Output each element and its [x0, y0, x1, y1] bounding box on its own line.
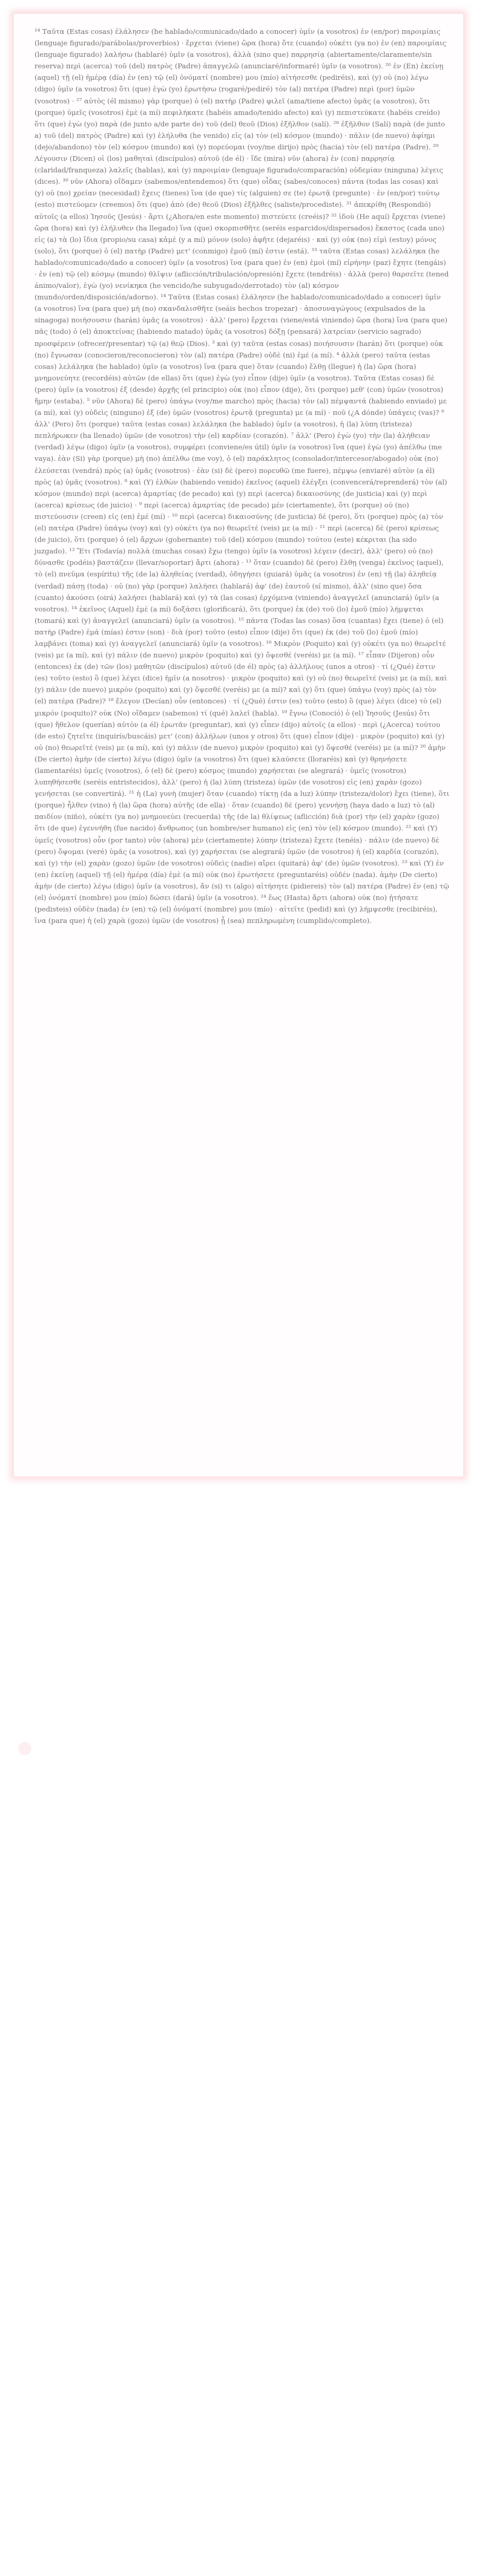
interlinear-passage: ¹⁴ Ταῦτα (Estas cosas) ἐλάλησεν (he hablado/comunicado/dado a conocer) ὑμῖν (a vosotros) ἐν (en/por) παροιμίαις (lenguaje figurado/parábolas/proverbios) · ἔρχεται (viene) ὥρα (hora) ὅτε (cuando) οὐκέτι (ya no) ἐν (en) παροιμίαις (lenguaje figurado) λαλήσω (hablaré) ὑμῖν (a vosotros), ἀλλὰ (sino que) παρρησίᾳ (abiertamente/claramente/sin reserva) περὶ (acerca) τοῦ (del) πατρὸς (Padre) ἀπαγγελῶ (anunciaré/informaré) ὑμῖν (a vosotros). ²⁶ ἐν (En) ἐκείνῃ (aquel) τῇ (el) ἡμέρᾳ (día) ἐν (en) τῷ (el) ὀνόματί (nombre) μου (mío) αἰτήσεσθε (pediréis), καὶ (y) οὐ (no) λέγω (digo) ὑμῖν (a vosotros) ὅτι (que) ἐγὼ (yo) ἐρωτήσω (rogaré/pediré) τὸν (al) πατέρα (Padre) περὶ (por) ὑμῶν (vosotros) · ²⁷ αὐτὸς (él mismo) γὰρ (porque) ὁ (el) πατὴρ (Padre) φιλεῖ (ama/tiene afecto) ὑμᾶς (a vosotros), ὅτι (porque) ὑμεῖς (vosotros) ἐμὲ (a mí) πεφιλήκατε (habéis amado/tenido afecto) καὶ (y) πεπιστεύκατε (habéis creído) ὅτι (que) ἐγὼ (yo) παρὰ (de junto a/de parte de) τοῦ (del) θεοῦ (Dios) ἐξῆλθον (salí). ²⁸ ἐξῆλθον (Salí) παρὰ (de junto a) τοῦ (del) πατρὸς (Padre) καὶ (y) ἐλήλυθα (he venido) εἰς (a) τὸν (el) κόσμον (mundo) · πάλιν (de nuevo) ἀφίημι (dejo/abandono) τὸν (el) κόσμον (mundo) καὶ (y) πορεύομαι (voy/me dirijo) πρὸς (hacia) τὸν (el) πατέρα (Padre). ²⁹ Λέγουσιν (Dicen) οἱ (los) μαθηταὶ (discípulos) αὐτοῦ (de él) · ἴδε (mira) νῦν (ahora) ἐν (con) παρρησίᾳ (claridad/franqueza) λαλεῖς (hablas), καὶ (y) παροιμίαν (lenguaje figurado/comparación) οὐδεμίαν (ninguna) λέγεις (dices). ³⁰ νῦν (Ahora) οἴδαμεν (sabemos/entendemos) ὅτι (que) οἶδας (sabes/conoces) πάντα (todas las cosas) καὶ (y) οὐ (no) χρείαν (necesidad) ἔχεις (tienes) ἵνα (de que) τίς (alguien) σε (te) ἐρωτᾷ (pregunte) · ἐν (en/por) τούτῳ (esto) πιστεύομεν (creemos) ὅτι (que) ἀπὸ (de) θεοῦ (Dios) ἐξῆλθες (saliste/procediste). ³¹ ἀπεκρίθη (Respondió) αὐτοῖς (a ellos) Ἰησοῦς (Jesús) · ἄρτι (¿Ahora/en este momento) πιστεύετε (creéis)? ³² ἰδοὺ (He aquí) ἔρχεται (viene) ὥρα (hora) καὶ (y) ἐλήλυθεν (ha llegado) ἵνα (que) σκορπισθῆτε (seréis esparcidos/dispersados) ἕκαστος (cada uno) εἰς (a) τὰ (lo) ἴδια (propio/su casa) κἀμὲ (y a mí) μόνον (solo) ἀφῆτε (dejaréis) · καὶ (y) οὐκ (no) εἰμὶ (estoy) μόνος (solo), ὅτι (porque) ὁ (el) πατὴρ (Padre) μετ' (conmigo) ἐμοῦ (mí) ἐστιν (está). ³³ ταῦτα (Estas cosas) λελάληκα (he hablado/comunicado/dado a conocer) ὑμῖν (a vosotros) ἵνα (para que) ἐν (en) ἐμοὶ (mí) εἰρήνην (paz) ἔχητε (tengáis) · ἐν (en) τῷ (el) κόσμῳ (mundo) θλῖψιν (aflicción/tribulación/opresión) ἔχετε (tendréis) · ἀλλὰ (pero) θαρσεῖτε (tened ánimo/valor), ἐγὼ (yo) νενίκηκα (he vencido/he subyugado/derrotado) τὸν (al) κόσμον (mundo/orden/disposición/adorno). ¹⁴ Ταῦτα (Estas cosas) ἐλάλησεν (he hablado/comunicado/dado a conocer) ὑμῖν (a vosotros) ἵνα (para que) μὴ (no) σκανδαλισθῆτε (seáis hechos tropezar) · ἀποσυναγώγους (expulsados de la sinagoga) ποιήσουσιν (harán) ὑμᾶς (a vosotros) · ἀλλ' (pero) ἔρχεται (viene/está viniendo) ὥρα (hora) ἵνα (para que) πᾶς (todo) ὁ (el) ἀποκτείνας (habiendo matado) ὑμᾶς (a vosotros) δόξῃ (pensará) λατρείαν (servicio sagrado) προσφέρειν (ofrecer/presentar) τῷ (a) θεῷ (Dios). ³ καὶ (y) ταῦτα (estas cosas) ποιήσουσιν (harán) ὅτι (porque) οὐκ (no) ἔγνωσαν (conocieron/reconocieron) τὸν (al) πατέρα (Padre) οὐδὲ (ni) ἐμέ (a mí). ⁴ ἀλλὰ (pero) ταῦτα (estas cosas) λελάληκα (he hablado) ὑμῖν (a vosotros) ἵνα (para que) ὅταν (cuando) ἔλθῃ (llegue) ἡ (la) ὥρα (hora) μνημονεύητε (recordéis) αὐτῶν (de ellas) ὅτι (que) ἐγὼ (yo) εἶπον (dije) ὑμῖν (a vosotros). Ταῦτα (Estas cosas) δὲ (pero) ὑμῖν (a vosotros) ἐξ (desde) ἀρχῆς (el principio) οὐκ (no) εἶπον (dije), ὅτι (porque) μεθ' (con) ὑμῶν (vosotros) ἤμην (estaba). ⁵ νῦν (Ahora) δὲ (pero) ὑπάγω (voy/me marcho) πρὸς (hacia) τὸν (al) πέμψαντά (habiendo enviado) με (a mí), καὶ (y) οὐδεὶς (ninguno) ἐξ (de) ὑμῶν (vosotros) ἐρωτᾷ (pregunta) με (a mí) · ποῦ (¿A dónde) ὑπάγεις (vas)? ⁶ ἀλλ' (Pero) ὅτι (porque) ταῦτα (estas cosas) λελάληκα (he hablado) ὑμῖν (a vosotros), ἡ (la) λύπη (tristeza) πεπλήρωκεν (ha llenado) ὑμῶν (de vosotros) τὴν (el) καρδίαν (corazón). ⁷ ἀλλ' (Pero) ἐγὼ (yo) τὴν (la) ἀλήθειαν (verdad) λέγω (digo) ὑμῖν (a vosotros), συμφέρει (conviene/es útil) ὑμῖν (a vosotros) ἵνα (que) ἐγὼ (yo) ἀπέλθω (me vaya). ἐὰν (Si) γὰρ (porque) μὴ (no) ἀπέλθω (me voy), ὁ (el) παράκλητος (consolador/intercesor/abogado) οὐκ (no) ἐλεύσεται (vendrá) πρὸς (a) ὑμᾶς (vosotros) · ἐὰν (si) δὲ (pero) πορευθῶ (me fuere), πέμψω (enviaré) αὐτὸν (a él) πρὸς (a) ὑμᾶς (vosotros). ⁸ καὶ (Y) ἐλθὼν (habiendo venido) ἐκεῖνος (aquel) ἐλέγξει (convencerá/reprenderá) τὸν (al) κόσμον (mundo) περὶ (acerca) ἁμαρτίας (de pecado) καὶ (y) περὶ (acerca) δικαιοσύνης (de justicia) καὶ (y) περὶ (acerca) κρίσεως (de juicio) · ⁹ περὶ (acerca) ἁμαρτίας (de pecado) μέν (ciertamente), ὅτι (porque) οὐ (no) πιστεύουσιν (creen) εἰς (en) ἐμέ (mí) · ¹⁰ περὶ (acerca) δικαιοσύνης (de justicia) δέ (pero), ὅτι (porque) πρὸς (a) τὸν (el) πατέρα (Padre) ὑπάγω (voy) καὶ (y) οὐκέτι (ya no) θεωρεῖτέ (veis) με (a mí) · ¹¹ περὶ (acerca) δὲ (pero) κρίσεως (de juicio), ὅτι (porque) ὁ (el) ἄρχων (gobernante) τοῦ (del) κόσμου (mundo) τούτου (este) κέκριται (ha sido juzgado). ¹² Ἔτι (Todavía) πολλὰ (muchas cosas) ἔχω (tengo) ὑμῖν (a vosotros) λέγειν (decir), ἀλλ' (pero) οὐ (no) δύνασθε (podéis) βαστάζειν (llevar/soportar) ἄρτι (ahora) · ¹³ ὅταν (cuando) δὲ (pero) ἔλθῃ (venga) ἐκεῖνος (aquel), τὸ (el) πνεῦμα (espíritu) τῆς (de la) ἀληθείας (verdad), ὁδηγήσει (guiará) ὑμᾶς (a vosotros) ἐν (en) τῇ (la) ἀληθείᾳ (verdad) πάσῃ (toda) · οὐ (no) γὰρ (porque) λαλήσει (hablará) ἀφ' (de) ἑαυτοῦ (sí mismo), ἀλλ' (sino que) ὅσα (cuanto) ἀκούσει (oirá) λαλήσει (hablará) καὶ (y) τὰ (las cosas) ἐρχόμενα (viniendo) ἀναγγελεῖ (anunciará) ὑμῖν (a vosotros). ¹⁴ ἐκεῖνος (Aquel) ἐμὲ (a mí) δοξάσει (glorificará), ὅτι (porque) ἐκ (de) τοῦ (lo) ἐμοῦ (mío) λήμψεται (tomará) καὶ (y) ἀναγγελεῖ (anunciará) ὑμῖν (a vosotros). ¹⁵ πάντα (Todas las cosas) ὅσα (cuantas) ἔχει (tiene) ὁ (el) πατὴρ (Padre) ἐμά (mías) ἐστιν (son) · διὰ (por) τοῦτο (esto) εἶπον (dije) ὅτι (que) ἐκ (de) τοῦ (lo) ἐμοῦ (mío) λαμβάνει (toma) καὶ (y) ἀναγγελεῖ (anunciará) ὑμῖν (a vosotros). ¹⁶ Μικρὸν (Poquito) καὶ (y) οὐκέτι (ya no) θεωρεῖτέ (veis) με (a mí), καὶ (y) πάλιν (de nuevo) μικρὸν (poquito) καὶ (y) ὄψεσθέ (veréis) με (a mí). ¹⁷ εἶπαν (Dijeron) οὖν (entonces) ἐκ (de) τῶν (los) μαθητῶν (discípulos) αὐτοῦ (de él) πρὸς (a) ἀλλήλους (unos a otros) · τί (¿Qué) ἐστιν (es) τοῦτο (esto) ὃ (que) λέγει (dice) ἡμῖν (a nosotros) · μικρὸν (poquito) καὶ (y) οὐ (no) θεωρεῖτέ (veis) με (a mí), καὶ (y) πάλιν (de nuevo) μικρὸν (poquito) καὶ (y) ὄψεσθέ (veréis) με (a mí)? καὶ (y) ὅτι (que) ὑπάγω (voy) πρὸς (a) τὸν (el) πατέρα (Padre)? ¹⁸ ἔλεγον (Decían) οὖν (entonces) · τί (¿Qué) ἐστιν (es) τοῦτο (esto) ὃ (que) λέγει (dice) τὸ (el) μικρόν (poquito)? οὐκ (No) οἴδαμεν (sabemos) τί (qué) λαλεῖ (habla). ¹⁹ ἔγνω (Conoció) ὁ (el) Ἰησοῦς (Jesús) ὅτι (que) ἤθελον (querían) αὐτὸν (a él) ἐρωτᾶν (preguntar), καὶ (y) εἶπεν (dijo) αὐτοῖς (a ellos) · περὶ (¿Acerca) τούτου (de esto) ζητεῖτε (inquirís/buscáis) μετ' (con) ἀλλήλων (unos y otros) ὅτι (que) εἶπον (dije) · μικρὸν (poquito) καὶ (y) οὐ (no) θεωρεῖτέ (veis) με (a mí), καὶ (y) πάλιν (de nuevo) μικρὸν (poquito) καὶ (y) ὄψεσθέ (veréis) με (a mí)? ²⁰ ἀμὴν (De cierto) ἀμὴν (de cierto) λέγω (digo) ὑμῖν (a vosotros) ὅτι (que) κλαύσετε (lloraréis) καὶ (y) θρηνήσετε (lamentaréis) ὑμεῖς (vosotros), ὁ (el) δὲ (pero) κόσμος (mundo) χαρήσεται (se alegrará) · ὑμεῖς (vosotros) λυπηθήσεσθε (seréis entristecidos), ἀλλ' (pero) ἡ (la) λύπη (tristeza) ὑμῶν (de vosotros) εἰς (en) χαρὰν (gozo) γενήσεται (se convertirá). ²¹ ἡ (La) γυνὴ (mujer) ὅταν (cuando) τίκτῃ (da a luz) λύπην (tristeza/dolor) ἔχει (tiene), ὅτι (porque) ἦλθεν (vino) ἡ (la) ὥρα (hora) αὐτῆς (de ella) · ὅταν (cuando) δὲ (pero) γεννήσῃ (haya dado a luz) τὸ (al) παιδίον (niño), οὐκέτι (ya no) μνημονεύει (recuerda) τῆς (de la) θλίψεως (aflicción) διὰ (por) τὴν (el) χαρὰν (gozo) ὅτι (de que) ἐγεννήθη (fue nacido) ἄνθρωπος (un hombre/ser humano) εἰς (en) τὸν (el) κόσμον (mundo). ²² καὶ (Y) ὑμεῖς (vosotros) οὖν (por tanto) νῦν (ahora) μὲν (ciertamente) λύπην (tristeza) ἔχετε (tenéis) · πάλιν (de nuevo) δὲ (pero) ὄψομαι (veré) ὑμᾶς (a vosotros), καὶ (y) χαρήσεται (se alegrará) ὑμῶν (de vosotros) ἡ (el) καρδία (corazón), καὶ (y) τὴν (el) χαρὰν (gozo) ὑμῶν (de vosotros) οὐδεὶς (nadie) αἴρει (quitará) ἀφ' (de) ὑμῶν (vosotros). ²³ καὶ (Y) ἐν (en) ἐκείνῃ (aquel) τῇ (el) ἡμέρᾳ (día) ἐμὲ (a mí) οὐκ (no) ἐρωτήσετε (preguntaréis) οὐδέν (nada). ἀμὴν (De cierto) ἀμὴν (de cierto) λέγω (digo) ὑμῖν (a vosotros), ἄν (si) τι (algo) αἰτήσητε (pidiereis) τὸν (al) πατέρα (Padre) ἐν (en) τῷ (el) ὀνόματί (nombre) μου (mío) δώσει (dará) ὑμῖν (a vosotros). ²⁴ ἕως (Hasta) ἄρτι (ahora) οὐκ (no) ᾐτήσατε (pedisteis) οὐδὲν (nada) ἐν (en) τῷ (el) ὀνόματί (nombre) μου (mío) · αἰτεῖτε (pedid) καὶ (y) λήμψεσθε (recibiréis), ἵνα (para que) ἡ (el) χαρὰ (gozo) ὑμῶν (de vosotros) ᾖ (sea) πεπληρωμένη (cumplido/completo).	[35, 27, 450, 925]
faint-mark	[18, 1742, 31, 1755]
document-page	[13, 13, 464, 1477]
